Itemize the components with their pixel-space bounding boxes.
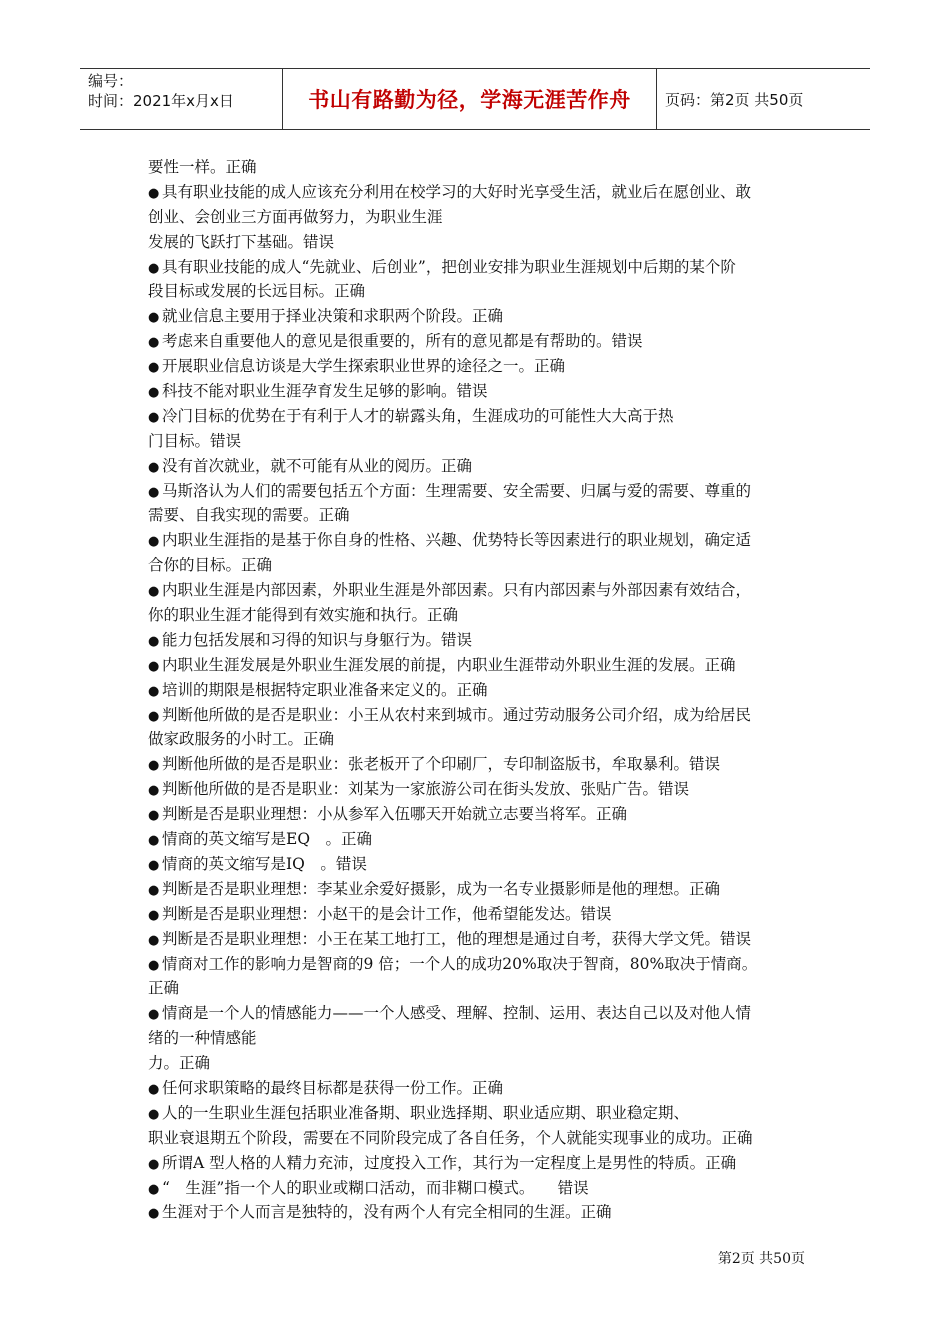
bullet-item: [148, 752, 810, 777]
line-text: 判断是否是职业理想：李某业余爱好摄影，成为一名专业摄影师是他的理想。正确: [162, 879, 721, 898]
bullet-icon: ●: [148, 185, 160, 201]
bullet-icon: ●: [148, 1156, 160, 1172]
text-line: [148, 553, 810, 578]
line-text: 情商对工作的影响力是智商的9 倍；一个人的成功20%取决于智商，80%取决于情商。: [162, 954, 758, 973]
bullet-item: [148, 1151, 810, 1176]
document-body: [148, 155, 810, 1225]
bullet-item: [148, 379, 810, 404]
line-text: 正确: [148, 979, 180, 998]
bullet-item: [148, 479, 810, 504]
bullet-item: [148, 927, 810, 952]
text-line: [148, 503, 810, 528]
bullet-icon: ●: [148, 882, 160, 898]
bullet-item: [148, 1200, 810, 1225]
bullet-item: [148, 777, 810, 802]
line-text: 你的职业生涯才能得到有效实施和执行。正确: [148, 606, 459, 625]
line-text: 能力包括发展和习得的知识与身躯行为。错误: [162, 630, 473, 649]
bullet-icon: ●: [148, 360, 160, 376]
text-line: [148, 976, 810, 1001]
bullet-icon: ●: [148, 783, 160, 799]
line-text: 要性一样。正确: [148, 158, 257, 176]
bullet-icon: ●: [148, 833, 160, 849]
bullet-item: [148, 703, 810, 728]
bullet-icon: ●: [148, 385, 160, 401]
bullet-item: [148, 255, 810, 280]
line-text: 马斯洛认为人们的需要包括五个方面：生理需要、安全需要、归属与爱的需要、尊重的: [162, 481, 752, 500]
bullet-icon: ●: [148, 808, 160, 824]
line-text: 具有职业技能的成人应该充分利用在校学习的大好时光享受生活，就业后在愿创业、敢: [162, 182, 752, 201]
line-text: 情商是一个人的情感能力——一个人感受、理解、控制、运用、表达自己以及对他人情: [162, 1004, 752, 1023]
line-text: 做家政服务的小时工。正确: [148, 730, 335, 749]
bullet-item: [148, 827, 810, 852]
line-text: 所谓A 型人格的人精力充沛，过度投入工作，其行为一定程度上是男性的特质。正确: [162, 1153, 737, 1172]
bullet-item: [148, 952, 810, 977]
bullet-item: [148, 1001, 810, 1026]
text-line: [148, 727, 810, 752]
motto: 书山有路勤为径，学海无涯苦作舟: [282, 69, 657, 129]
bullet-icon: ●: [148, 957, 160, 973]
bullet-icon: ●: [148, 335, 160, 351]
line-text: 力。正确: [148, 1054, 211, 1073]
bullet-item: [148, 1176, 810, 1201]
line-text: 判断他所做的是否是职业：刘某为一家旅游公司在街头发放、张贴广告。错误: [162, 780, 690, 799]
bullet-item: [148, 329, 810, 354]
bullet-icon: ●: [148, 683, 160, 699]
bullet-icon: ●: [148, 310, 160, 326]
text-line: [148, 205, 810, 230]
line-text: “ 生涯”指一个人的职业或糊口活动，而非糊口模式。 错误: [162, 1178, 589, 1197]
bullet-item: [148, 404, 810, 429]
bullet-item: [148, 180, 810, 205]
bullet-item: [148, 1076, 810, 1101]
line-text: 判断是否是职业理想：小从参军入伍哪天开始就立志要当将军。正确: [162, 805, 628, 824]
line-text: 创业、会创业三方面再做努力，为职业生涯: [148, 207, 443, 226]
line-text: 门目标。错误: [148, 431, 242, 450]
bullet-icon: ●: [148, 758, 160, 774]
bullet-item: [148, 653, 810, 678]
line-text: 生涯对于个人而言是独特的，没有两个人有完全相同的生涯。正确: [162, 1203, 612, 1222]
line-text: 情商的英文缩写是EQ 。正确: [162, 830, 373, 849]
bullet-icon: ●: [148, 1181, 160, 1197]
line-text: 需要、自我实现的需要。正确: [148, 506, 350, 525]
text-line: [148, 1051, 810, 1076]
text-line: [148, 429, 810, 454]
line-text: 任何求职策略的最终目标都是获得一份工作。正确: [162, 1078, 504, 1097]
line-text: 没有首次就业，就不可能有从业的阅历。正确: [162, 456, 473, 475]
line-text: 情商的英文缩写是IQ 。错误: [162, 854, 367, 873]
code-label: 编号：: [88, 72, 134, 90]
bullet-icon: ●: [148, 658, 160, 674]
line-text: 发展的飞跃打下基础。错误: [148, 232, 335, 251]
line-text: 判断是否是职业理想：小赵干的是会计工作，他希望能发达。错误: [162, 904, 612, 923]
bullet-item: [148, 802, 810, 827]
bullet-icon: ●: [148, 459, 160, 475]
line-text: 合你的目标。正确: [148, 556, 273, 575]
page-header: [80, 68, 870, 130]
footer-page-number: 第2页 共50页: [717, 1251, 805, 1267]
text-line: [148, 1126, 810, 1151]
bullet-icon: ●: [148, 633, 160, 649]
bullet-icon: ●: [148, 484, 160, 500]
bullet-item: [148, 1101, 810, 1126]
bullet-icon: ●: [148, 260, 160, 276]
bullet-item: [148, 902, 810, 927]
bullet-icon: ●: [148, 857, 160, 873]
line-text: 段目标或发展的长远目标。正确: [148, 282, 366, 301]
bullet-icon: ●: [148, 1081, 160, 1097]
bullet-icon: ●: [148, 1007, 160, 1023]
line-text: 判断他所做的是否是职业：小王从农村来到城市。通过劳动服务公司介绍，成为给居民: [162, 705, 752, 724]
bullet-icon: ●: [148, 534, 160, 550]
text-line: [148, 279, 810, 304]
text-line: [148, 1026, 810, 1051]
bullet-icon: ●: [148, 907, 160, 923]
bullet-item: [148, 628, 810, 653]
bullet-item: [148, 528, 810, 553]
bullet-icon: ●: [148, 932, 160, 948]
line-text: 具有职业技能的成人“先就业、后创业”，把创业安排为职业生涯规划中后期的某个阶: [162, 257, 736, 276]
line-text: 绪的一种情感能: [148, 1029, 257, 1048]
line-text: 就业信息主要用于择业决策和求职两个阶段。正确: [162, 307, 504, 326]
text-line: [148, 155, 810, 180]
line-text: 冷门目标的优势在于有利于人才的崭露头角，生涯成功的可能性大大高于热: [162, 406, 674, 425]
bullet-icon: ●: [148, 1206, 160, 1222]
bullet-item: [148, 877, 810, 902]
bullet-icon: ●: [148, 409, 160, 425]
bullet-icon: ●: [148, 1106, 160, 1122]
line-text: 内职业生涯指的是基于你自身的性格、兴趣、优势特长等因素进行的职业规划，确定适: [162, 531, 752, 550]
line-text: 内职业生涯发展是外职业生涯发展的前提，内职业生涯带动外职业生涯的发展。正确: [162, 655, 736, 674]
text-line: [148, 603, 810, 628]
header-page-number: 页码：第2页 共50页: [665, 90, 804, 109]
line-text: 培训的期限是根据特定职业准备来定义的。正确: [162, 680, 488, 699]
line-text: 科技不能对职业生涯孕育发生足够的影响。错误: [162, 382, 488, 401]
bullet-item: [148, 678, 810, 703]
text-line: [148, 230, 810, 255]
bullet-icon: ●: [148, 584, 160, 600]
line-text: 人的一生职业生涯包括职业准备期、职业选择期、职业适应期、职业稳定期、: [162, 1103, 690, 1122]
line-text: 内职业生涯是内部因素，外职业生涯是外部因素。只有内部因素与外部因素有效结合，: [162, 581, 752, 600]
line-text: 开展职业信息访谈是大学生探索职业世界的途径之一。正确: [162, 357, 566, 376]
bullet-item: [148, 852, 810, 877]
line-text: 判断他所做的是否是职业：张老板开了个印刷厂，专印制盗版书，牟取暴利。错误: [162, 755, 721, 774]
line-text: 职业衰退期五个阶段，需要在不同阶段完成了各自任务，个人就能实现事业的成功。正确: [148, 1128, 753, 1147]
bullet-item: [148, 304, 810, 329]
bullet-item: [148, 578, 810, 603]
line-text: 判断是否是职业理想：小王在某工地打工，他的理想是通过自考，获得大学文凭。错误: [162, 929, 752, 948]
time-label: 时间：2021年x月x日: [88, 92, 234, 110]
bullet-item: [148, 354, 810, 379]
line-text: 考虑来自重要他人的意见是很重要的，所有的意见都是有帮助的。错误: [162, 332, 643, 351]
bullet-icon: ●: [148, 708, 160, 724]
header-meta: [80, 69, 282, 129]
bullet-item: [148, 454, 810, 479]
